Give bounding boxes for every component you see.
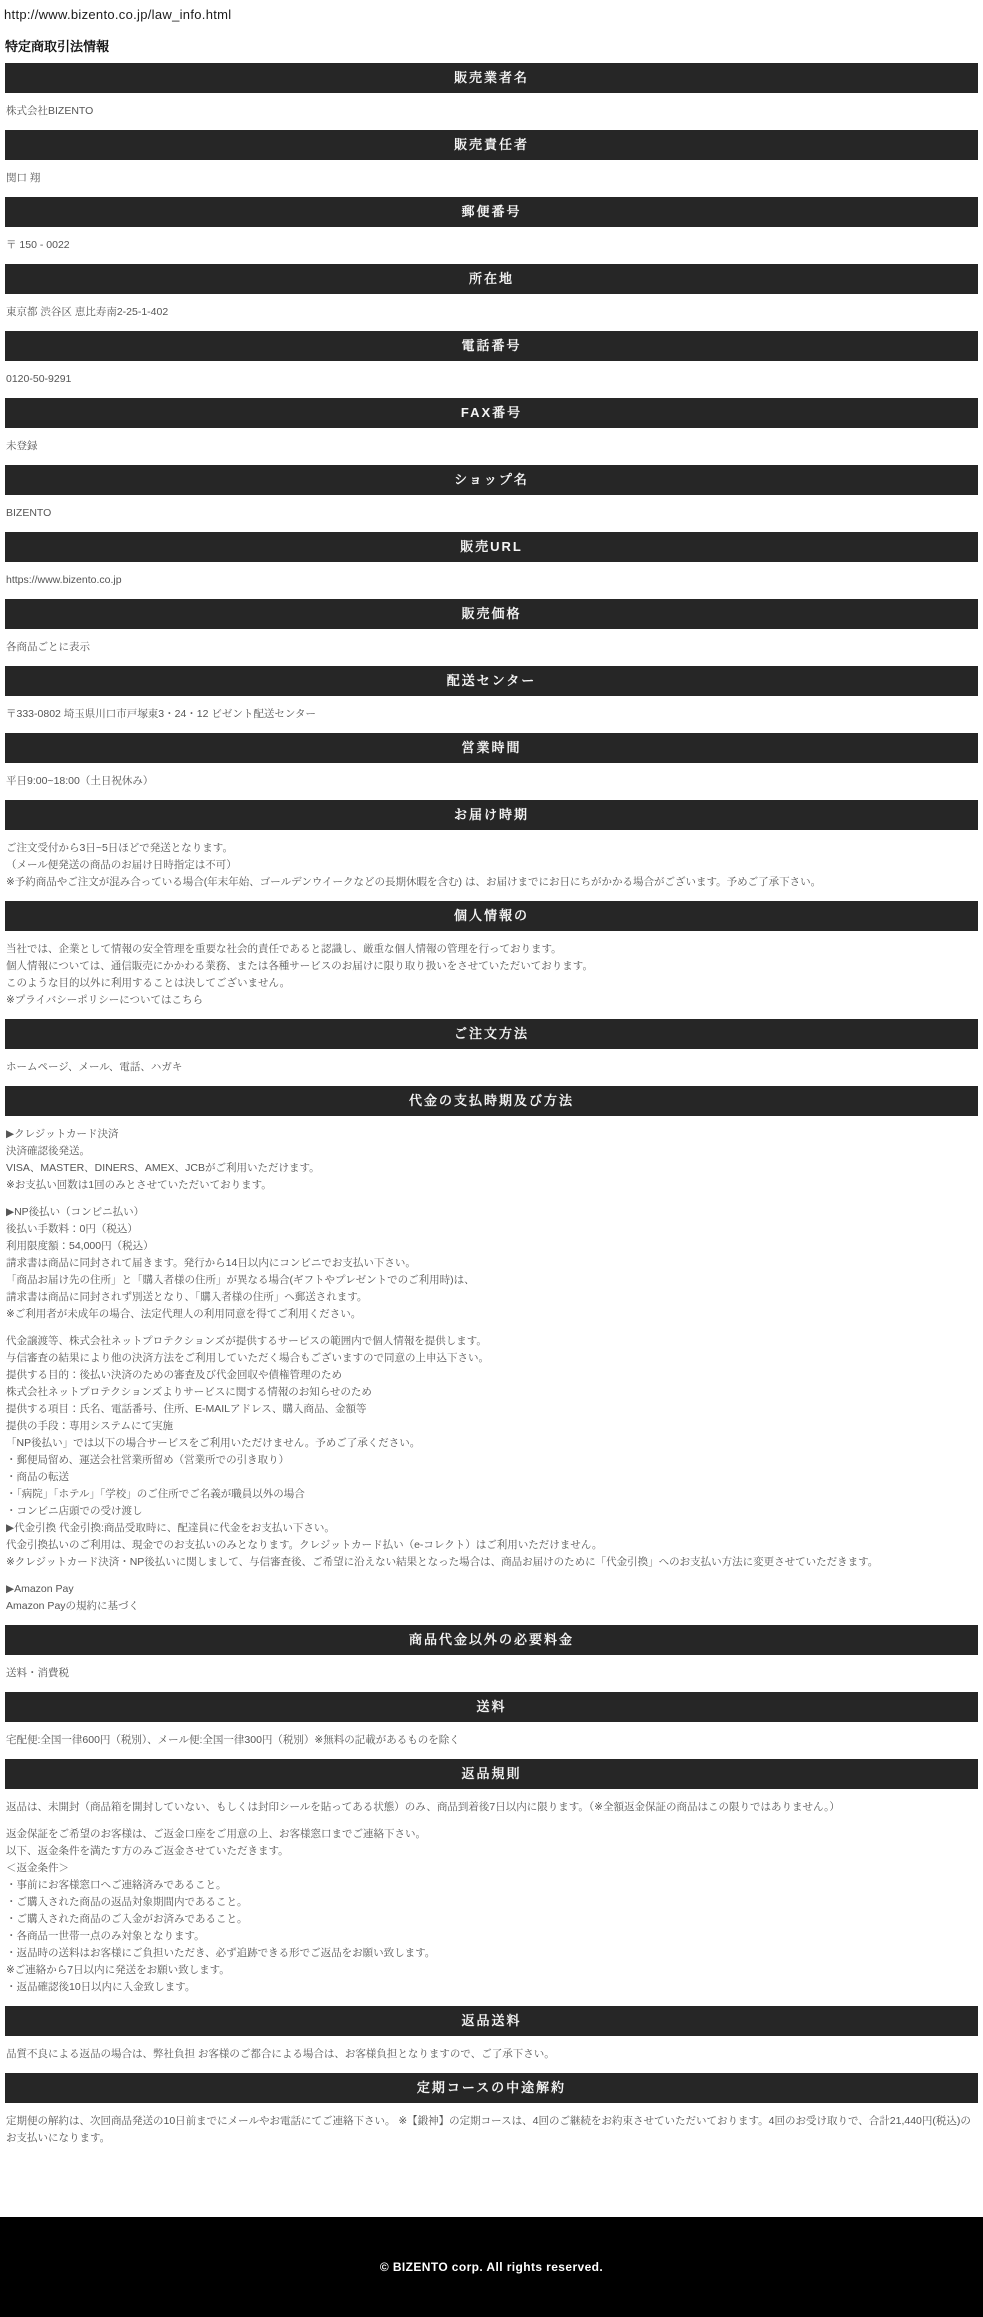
section-heading: 定期コースの中途解約 [416, 2080, 567, 2095]
page-url-text: http://www.bizento.co.jp/law_info.html [4, 7, 232, 22]
section-heading: 代金の支払時期及び方法 [408, 1093, 574, 1108]
section-heading-bar [5, 1625, 978, 1655]
section-content [0, 629, 983, 666]
section-heading: 郵便番号 [461, 204, 522, 219]
section-heading: 個人情報の [453, 908, 529, 923]
section-text-line: 〒 150 - 0022 [6, 239, 70, 251]
section-text-line: 決済確認後発送。 [6, 1145, 90, 1157]
section-text-line: 株式会社ネットプロテクションズよりサービスに関する情報のお知らせのため [6, 1386, 372, 1398]
section-text-line: ※ご連絡から7日以内に発送をお願い致します。 [6, 1964, 230, 1976]
section-heading-bar [5, 666, 978, 696]
section-text-line: BIZENTO [6, 507, 52, 519]
section-text-line: 送料・消費税 [6, 1667, 69, 1679]
section-text-line: 提供の手段：専用システムにて実施 [6, 1420, 173, 1432]
section-text-line: 未登録 [6, 440, 38, 452]
section-content [0, 361, 983, 398]
section-text-line: 当社では、企業として情報の安全管理を重要な社会的責任であると認識し、厳重な個人情報の管理を行っております。 [6, 943, 562, 955]
section-text-line: ・コンビニ店頭での受け渡し [6, 1505, 143, 1517]
section-content [0, 1722, 983, 1759]
section-text-line: ホームページ、メール、電話、ハガキ [6, 1061, 183, 1073]
section-text-line: 関口 翔 [6, 172, 41, 184]
section-heading-bar [5, 1086, 978, 1116]
section-heading-bar [5, 1019, 978, 1049]
section-text-line: ▶Amazon Pay [6, 1583, 74, 1595]
section-text-line: ご注文受付から3日~5日ほどで発送となります。 [6, 842, 233, 854]
section-text-line: ・商品の転送 [6, 1471, 69, 1483]
blank-line [6, 1571, 975, 1581]
section-text-line: ・郵便局留め、運送会社営業所留め（営業所での引き取り） [6, 1454, 290, 1466]
section-heading-bar [5, 532, 978, 562]
section-content [0, 931, 983, 1019]
page-title: 特定商取引法情報 [5, 39, 110, 54]
blank-line [6, 1323, 975, 1333]
section-text-line: 代金引換払いのご利用は、現金でのお支払いのみとなります。クレジットカード払い（e-コレクト）はご利用いただけません。 [6, 1539, 603, 1551]
section-heading-bar [5, 800, 978, 830]
section-text-line: ▶クレジットカード決済 [6, 1128, 119, 1140]
section-heading: 販売価格 [461, 606, 522, 621]
section-heading: 送料 [476, 1699, 507, 1714]
section-heading-bar [5, 2073, 978, 2103]
section-text-line: 提供する目的：後払い決済のための審査及び代金回収や債権管理のため [6, 1369, 342, 1381]
section-text-line: 返金保証をご希望のお客様は、ご返金口座をご用意の上、お客様窓口までご連絡下さい。 [6, 1828, 426, 1840]
section-heading-bar [5, 1759, 978, 1789]
section-content [0, 160, 983, 197]
section-text-line: （メール便発送の商品のお届け日時指定は不可） [6, 859, 237, 871]
section-text-line: 株式会社BIZENTO [6, 105, 94, 117]
section-heading: 商品代金以外の必要料金 [408, 1632, 574, 1647]
section-heading-bar [5, 197, 978, 227]
section-content [0, 763, 983, 800]
section-text-line: 〒333-0802 埼玉県川口市戸塚東3・24・12 ビゼント配送センター [6, 708, 316, 720]
section-heading: お届け時期 [453, 807, 529, 822]
section-text-line: ・各商品一世帯一点のみ対象となります。 [6, 1930, 205, 1942]
section-content [0, 2036, 983, 2073]
section-heading: 返品送料 [461, 2013, 522, 2028]
section-text-line: ・ご購入された商品のご入金がお済みであること。 [6, 1913, 248, 1925]
section-text-line: ・返品時の送料はお客様にご負担いただき、必ず追跡できる形でご返品をお願い致します。 [6, 1947, 436, 1959]
blank-line [6, 1194, 975, 1204]
section-heading-bar [5, 398, 978, 428]
section-heading: 所在地 [468, 271, 514, 286]
section-text-line: 「商品お届け先の住所」と「購入者様の住所」が異なる場合(ギフトやプレゼントでのご利用時)は、 [6, 1274, 475, 1286]
section-content [0, 227, 983, 264]
section-text-line: ・返品確認後10日以内に入金致します。 [6, 1981, 196, 1993]
section-heading: ご注文方法 [453, 1026, 529, 1041]
section-text-line: 請求書は商品に同封されて届きます。発行から14日以内にコンビニでお支払い下さい。 [6, 1257, 416, 1269]
section-text-line: このような目的以外に利用することは決してございません。 [6, 977, 291, 989]
section-text-line: ※ご利用者が未成年の場合、法定代理人の利用同意を得てご利用ください。 [6, 1308, 362, 1320]
section-content [0, 562, 983, 599]
section-heading: 返品規則 [461, 1766, 522, 1781]
section-heading-bar [5, 130, 978, 160]
section-text-line: 提供する項目：氏名、電話番号、住所、E-MAILアドレス、購入商品、金額等 [6, 1403, 367, 1415]
section-text-line: 利用限度額：54,000円（税込） [6, 1240, 154, 1252]
section-text-line: 宅配便:全国一律600円（税別）、メール便:全国一律300円（税別）※無料の記載があるものを除く [6, 1734, 460, 1746]
section-text-line: 以下、返金条件を満たす方のみご返金させていただきます。 [6, 1845, 289, 1857]
section-heading-bar [5, 264, 978, 294]
section-heading-bar [5, 901, 978, 931]
section-heading: 販売URL [460, 539, 523, 554]
section-text-line: ※プライバシーポリシーについてはこちら [6, 994, 204, 1006]
section-heading-bar [5, 63, 978, 93]
section-text-line: ＜返金条件＞ [6, 1862, 69, 1874]
section-text-line: 「NP後払い」では以下の場合サービスをご利用いただけません。予めご了承ください。 [6, 1437, 421, 1449]
section-text-line: ※予約商品やご注文が混み合っている場合(年末年始、ゴールデンウイークなどの長期休暇を含む) は、お届けまでにお日にちがかかる場合がございます。予めご了承下さい。 [6, 876, 822, 888]
section-content [0, 428, 983, 465]
section-text-line: ※お支払い回数は1回のみとさせていただいております。 [6, 1179, 272, 1191]
section-heading-bar [5, 1692, 978, 1722]
section-text-line: 個人情報については、通信販売にかかわる業務、または各種サービスのお届けに限り取り扱いをさせていただいております。 [6, 960, 593, 972]
section-text-line: ※クレジットカード決済・NP後払いに関しまして、与信審査後、ご希望に沿えない結果となった場合は、商品お届けのために「代金引換」へのお支払い方法に変更させていただきます。 [6, 1556, 879, 1568]
section-text-line: 返品は、未開封（商品箱を開封していない、もしくは封印シールを貼ってある状態）のみ、商品到着後7日以内に限ります。（※全額返金保証の商品はこの限りではありません。） [6, 1801, 840, 1813]
section-text-line: 後払い手数料：0円（税込） [6, 1223, 138, 1235]
section-heading: 販売業者名 [453, 70, 529, 85]
section-text-line: 平日9:00~18:00（土日祝休み） [6, 775, 154, 787]
section-text-line: 各商品ごとに表示 [6, 641, 90, 653]
section-content [0, 1049, 983, 1086]
section-heading: 販売責任者 [453, 137, 529, 152]
section-text-line: https://www.bizento.co.jp [6, 574, 122, 586]
section-heading-bar [5, 2006, 978, 2036]
section-text-line: VISA、MASTER、DINERS、AMEX、JCBがご利用いただけます。 [6, 1162, 320, 1174]
section-heading: 電話番号 [461, 338, 522, 353]
section-text-line: 代金譲渡等、株式会社ネットプロテクションズが提供するサービスの範囲内で個人情報を提供します。 [6, 1335, 487, 1347]
section-text-line: Amazon Payの規約に基づく [6, 1600, 140, 1612]
section-text-line: ▶NP後払い（コンビニ払い） [6, 1206, 145, 1218]
section-text-line: 請求書は商品に同封されず別送となり、「購入者様の住所」へ郵送されます。 [6, 1291, 368, 1303]
sections [0, 63, 983, 2157]
section-text-line: ▶代金引換 代金引換:商品受取時に、配達員に代金をお支払い下さい。 [6, 1522, 335, 1534]
blank-line [6, 1816, 975, 1826]
section-text-line: ・ご購入された商品の返品対象期間内であること。 [6, 1896, 248, 1908]
section-content [0, 2103, 983, 2157]
section-content [0, 696, 983, 733]
section-text-line: 与信審査の結果により他の決済方法をご利用していただく場合もございますので同意の上申込下さい。 [6, 1352, 489, 1364]
section-text-line: 品質不良による返品の場合は、弊社負担 お客様のご都合による場合は、お客様負担となりますので、ご了承下さい。 [6, 2048, 555, 2060]
section-text-line: 0120-50-9291 [6, 373, 72, 385]
section-heading-bar [5, 599, 978, 629]
section-content [0, 294, 983, 331]
section-heading-bar [5, 331, 978, 361]
section-heading-bar [5, 733, 978, 763]
section-content [0, 1655, 983, 1692]
section-heading: 営業時間 [461, 740, 522, 755]
section-text-line: 東京都 渋谷区 恵比寿南2-25-1-402 [6, 306, 169, 318]
page-footer [0, 2217, 983, 2317]
section-text-line: 定期便の解約は、次回商品発送の10日前までにメールやお電話にてご連絡下さい。 ※【鍛神】の定期コースは、4回のご継続をお約束させていただいております。4回のお受け取りで、合計21,440円(税込)のお支払いになります。 [6, 2115, 971, 2144]
section-content [0, 93, 983, 130]
section-text-line: ・事前にお客様窓口へご連絡済みであること。 [6, 1879, 227, 1891]
section-content [0, 830, 983, 901]
section-content [0, 495, 983, 532]
copyright-text: © BIZENTO corp. All rights reserved. [379, 2260, 604, 2274]
section-heading: FAX番号 [460, 405, 523, 420]
section-content [0, 1116, 983, 1625]
section-content [0, 1789, 983, 2006]
section-heading-bar [5, 465, 978, 495]
section-text-line: ・「病院」「ホテル」「学校」のご住所でご名義が職員以外の場合 [6, 1488, 305, 1500]
section-heading: ショップ名 [454, 472, 529, 487]
section-heading: 配送センター [446, 673, 537, 688]
